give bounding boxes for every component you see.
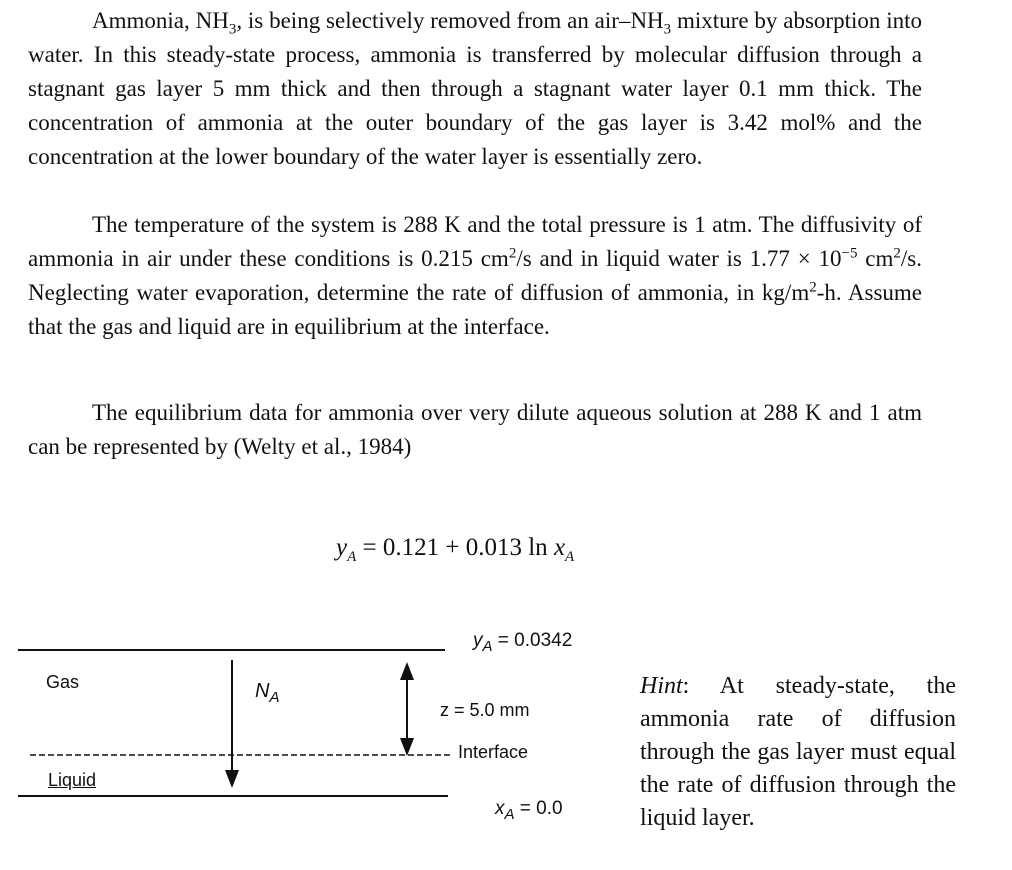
- problem-paragraph-3: The equilibrium data for ammonia over very dilute aqueous solution at 288 K and 1 atm can be represented by (Welty et al., 1984): [28, 400, 922, 459]
- gas-label: Gas: [46, 672, 80, 692]
- thickness-arrow-down-head: [400, 738, 414, 756]
- liquid-boundary-concentration: $x_A = 0.0$: [495, 798, 563, 823]
- thickness-arrow-up-head: [400, 662, 414, 680]
- gas-boundary-concentration: $y_A = 0.0342$: [473, 630, 573, 655]
- diffusion-diagram: [0, 610, 620, 840]
- liquid-label: Liquid: [48, 770, 97, 790]
- flux-arrow-head: [225, 770, 239, 788]
- gas-layer-thickness: z = 5.0 mm: [440, 700, 530, 720]
- hint-text: Hint: At steady-state, the ammonia rate of diffusion through the gas layer must equal the rate of diffusion through the liquid layer.: [640, 673, 956, 831]
- problem-paragraph-1: Ammonia, $NH_3$, is being selectively removed from an air–$NH_3$ mixture by absorption into water. In this steady-state process, ammonia is transferred by molecular diffusion through a stagnant gas layer 5 mm thick and then through a stagnant water layer 0.1 mm thick. The concentration of ammonia at the outer boundary of the gas layer is 3.42 mol% and the concentration at the lower boundary of the water layer is essentially zero.: [28, 8, 922, 169]
- interface-label: Interface: [458, 742, 529, 762]
- flux-label: $N_A$: [255, 680, 280, 706]
- equilibrium-equation: $y_A = 0.121 + 0.013$ $\ln x_A$: [336, 534, 575, 565]
- problem-paragraph-2: The temperature of the system is 288 K and the total pressure is 1 atm. The diffusivity of ammonia in air under these conditions is 0.215 $cm^2/s$ and in liquid water is $1.77 \times 10^{-5}$ $cm^2/s$. Neglecting water evaporation, determine the rate of diffusion of ammonia, in $kg/m^2-h$. Assume that the gas and liquid are in equilibrium at the interface.: [28, 212, 923, 339]
